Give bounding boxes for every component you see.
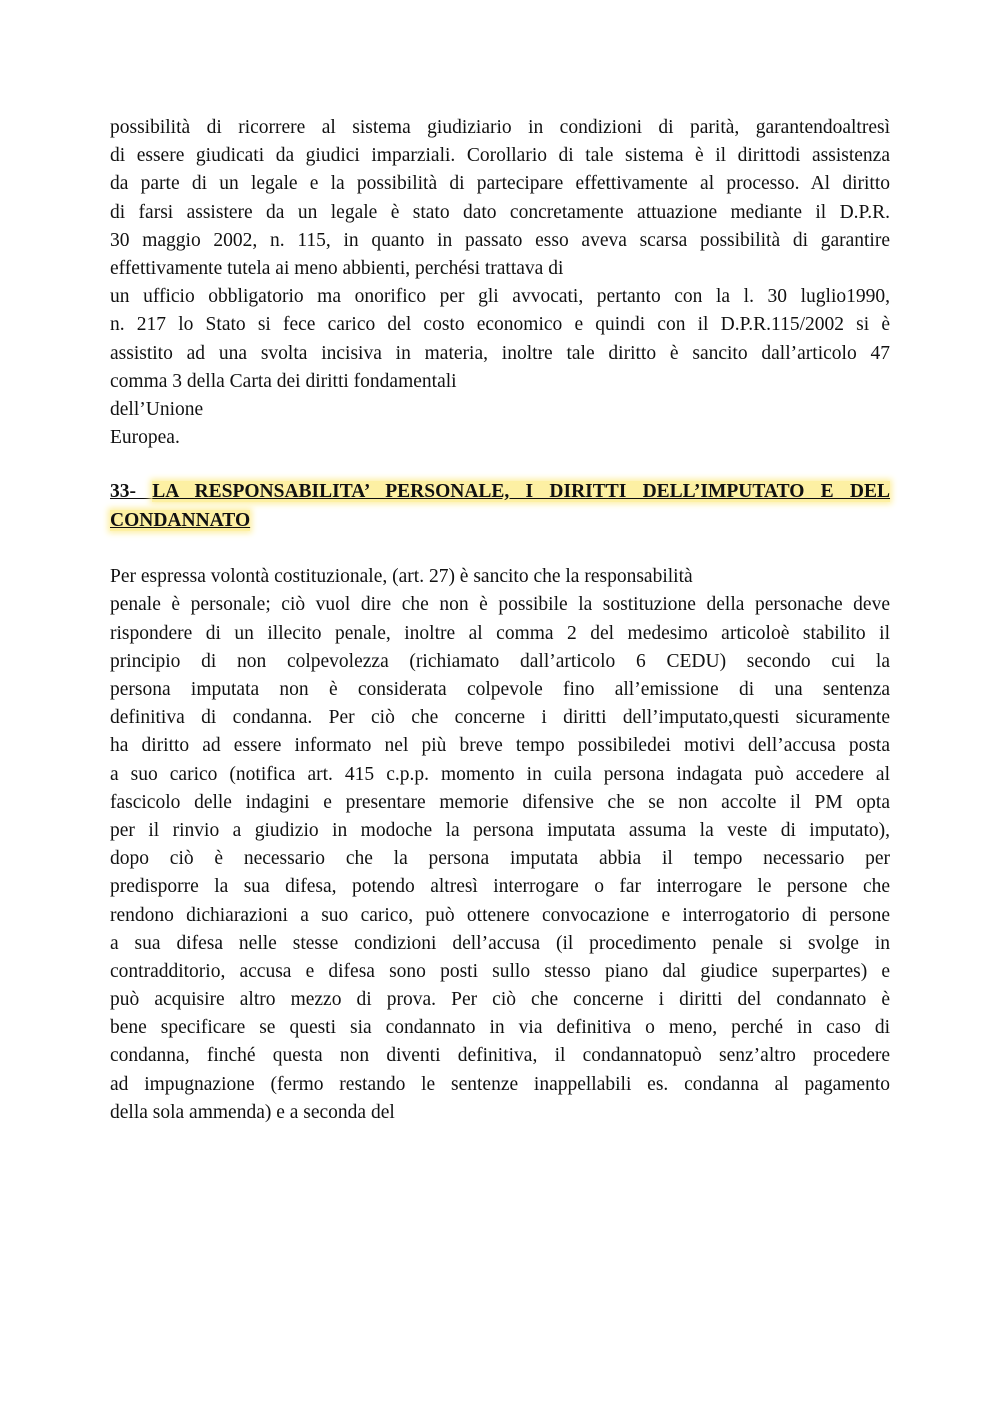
paragraph-line: bene specificare se questi sia condannato in via definitiva o meno, perché in caso di	[110, 1017, 890, 1039]
page-content	[110, 114, 890, 1127]
paragraph-line: principio di non colpevolezza (richiamato dall’articolo 6 CEDU) secondo cui la	[110, 650, 890, 672]
paragraph-line: rispondere di un illecito penale, inoltre al comma 2 del medesimo articoloè stabilito il	[110, 622, 890, 644]
paragraph-line: n. 217 lo Stato si fece carico del costo economico e quindi con il D.P.R.115/2002 si è	[110, 314, 890, 336]
paragraph-line: rendono dichiarazioni a suo carico, può ottenere convocazione e interrogatorio di persone	[110, 904, 890, 926]
paragraph-line: della sola ammenda) e a seconda del	[110, 1101, 395, 1123]
paragraph-personal-responsibility	[110, 563, 890, 1127]
paragraph-line: definitiva di condanna. Per ciò che concerne i diritti dell’imputato,questi sicuramente	[110, 707, 890, 729]
paragraph-line: Europea.	[110, 427, 180, 449]
paragraph-line: fascicolo delle indagini e presentare memorie difensive che se non accolte il PM opta	[110, 791, 890, 813]
spacer	[110, 452, 890, 478]
paragraph-line: a sua difesa nelle stesse condizioni dell’accusa (il procedimento penale si svolge in	[110, 932, 890, 954]
paragraph-line: 30 maggio 2002, n. 115, in quanto in passato esso aveva scarsa possibilità di garantire	[110, 229, 890, 251]
section-heading-line-2	[110, 507, 890, 536]
paragraph-line: predisporre la sua difesa, potendo altresì interrogare o far interrogare le persone che	[110, 876, 890, 898]
paragraph-line: persona imputata non è considerata colpevole fino all’emissione di una sentenza	[110, 679, 890, 700]
paragraph-line: di farsi assistere da un legale è stato dato concretamente attuazione mediante il D.P.R.	[110, 201, 890, 223]
paragraph-legal-assistance	[110, 114, 890, 452]
section-heading	[110, 478, 890, 535]
paragraph-line: dopo ciò è necessario che la persona imputata abbia il tempo necessario per	[110, 848, 890, 870]
paragraph-line: di essere giudicati da giudici imparziali. Corollario di tale sistema è il dirittodi assistenza	[110, 145, 890, 167]
section-heading-line-1	[110, 478, 890, 507]
paragraph-line: comma 3 della Carta dei diritti fondamentali	[110, 370, 457, 392]
paragraph-line: Per espressa volontà costituzionale, (art. 27) è sancito che la responsabilità	[110, 566, 693, 588]
paragraph-line: contradditorio, accusa e difesa sono posti sullo stesso piano dal giudice superpartes) e	[110, 960, 890, 982]
section-number: 33-	[110, 481, 136, 503]
paragraph-line: per il rinvio a giudizio in modoche la persona imputata assuma la veste di imputato),	[110, 819, 890, 841]
paragraph-line: da parte di un legale e la possibilità di partecipare effettivamente al processo. Al diritto	[110, 173, 890, 195]
paragraph-line: dell’Unione	[110, 398, 204, 420]
paragraph-line: può acquisire altro mezzo di prova. Per ciò che concerne i diritti del condannato è	[110, 989, 890, 1011]
paragraph-line: condanna, finché questa non diventi definitiva, il condannatopuò senz’altro procedere	[110, 1045, 890, 1067]
paragraph-line: a suo carico (notifica art. 415 c.p.p. momento in cuila persona indagata può accedere al	[110, 763, 890, 785]
section-title-highlight: LA RESPONSABILITA’ PERSONALE, I DIRITTI DELL’IMPUTATO E DEL	[152, 481, 891, 503]
paragraph-line: penale è personale; ciò vuol dire che non è possibile la sostituzione della personache deve	[110, 594, 890, 616]
spacer	[110, 535, 890, 563]
paragraph-line: ad impugnazione (fermo restando le sentenze inappellabili es. condanna al pagamento	[110, 1073, 890, 1095]
paragraph-line: assistito ad una svolta incisiva in materia, inoltre tale diritto è sancito dall’articolo 47	[110, 342, 890, 364]
paragraph-line: un ufficio obbligatorio ma onorifico per gli avvocati, pertanto con la l. 30 luglio1990,	[110, 286, 890, 308]
paragraph-line: effettivamente tutela ai meno abbienti, perchési trattava di	[110, 257, 564, 279]
paragraph-line: possibilità di ricorrere al sistema giudiziario in condizioni di parità, garantendoaltresì	[110, 117, 890, 138]
paragraph-line: ha diritto ad essere informato nel più breve tempo possibiledei motivi dell’accusa posta	[110, 735, 890, 757]
section-title-highlight: CONDANNATO	[110, 509, 251, 531]
